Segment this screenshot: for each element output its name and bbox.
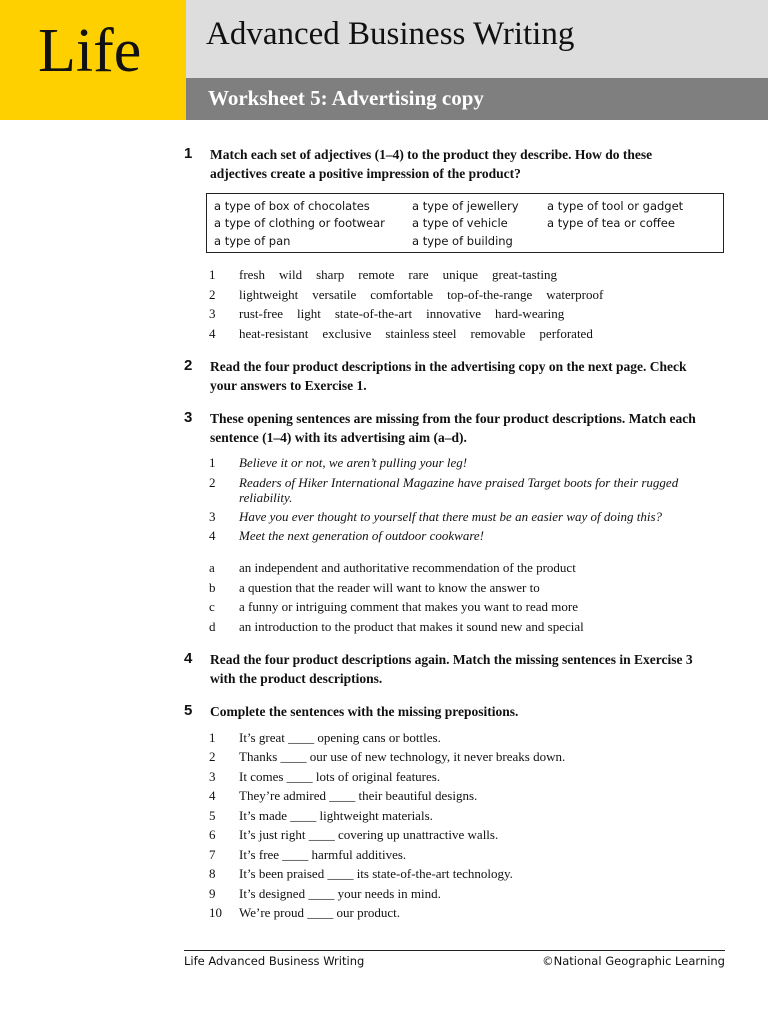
item-letter: a: [209, 560, 215, 575]
item-letter: d: [209, 619, 216, 634]
title-band: [186, 0, 768, 78]
adjective: fresh: [239, 267, 265, 282]
gap-fill-sentence: It’s made ____ lightweight materials.: [239, 808, 433, 823]
product-type: a type of pan: [214, 234, 291, 248]
opening-sentence: Have you ever thought to yourself that there must be an easier way of doing this?: [239, 509, 663, 524]
exercise-4-number: 4: [184, 650, 193, 667]
item-number: 5: [209, 808, 216, 823]
adjective-row: [239, 287, 617, 303]
adjective: hard-wearing: [495, 306, 565, 321]
adjective: innovative: [426, 306, 481, 321]
item-number: 4: [209, 528, 216, 543]
item-number: 4: [209, 326, 216, 341]
exercise-2-instruction: Read the four product descriptions in the advertising copy on the next page. Check your answers to Exercise 1.: [210, 359, 687, 393]
adjective: lightweight: [239, 287, 299, 302]
adjective: waterproof: [546, 287, 604, 302]
item-number: 3: [209, 769, 216, 784]
gap-fill-sentence: It’s designed ____ your needs in mind.: [239, 886, 441, 901]
adjective: top-of-the-range: [447, 287, 533, 302]
item-number: 10: [209, 905, 222, 920]
item-number: 2: [209, 749, 216, 764]
adjective-row: [239, 267, 571, 283]
advertising-aim: an introduction to the product that makes it sound new and special: [239, 619, 584, 634]
worksheet-title: Worksheet 5: Advertising copy: [208, 86, 484, 110]
product-type: a type of tea or coffee: [547, 216, 675, 230]
gap-fill-sentence: It’s just right ____ covering up unattractive walls.: [239, 827, 499, 842]
exercise-1-number: 1: [184, 145, 193, 162]
advertising-aim: a funny or intriguing comment that makes you want to read more: [239, 599, 578, 614]
footer-divider: [184, 950, 725, 951]
opening-sentence: Meet the next generation of outdoor cookware!: [239, 528, 485, 543]
adjective: stainless steel: [385, 326, 457, 341]
item-number: 1: [209, 455, 216, 470]
opening-sentence: Readers of Hiker International Magazine have praised Target boots for their rugged reliability.: [239, 475, 679, 505]
product-type: a type of tool or gadget: [547, 199, 684, 213]
adjective: heat-resistant: [239, 326, 309, 341]
gap-fill-sentence: They’re admired ____ their beautiful designs.: [239, 788, 478, 803]
exercise-3-instruction: These opening sentences are missing from the four product descriptions. Match each sentence (1–4) with its advertising aim (a–d).: [210, 411, 696, 445]
adjective: unique: [442, 267, 478, 282]
logo-text: Life: [38, 17, 142, 85]
product-type: a type of clothing or footwear: [214, 216, 385, 230]
adjective: exclusive: [322, 326, 372, 341]
item-number: 1: [209, 267, 216, 282]
gap-fill-sentence: It’s free ____ harmful additives.: [239, 847, 407, 862]
subtitle-band: [186, 78, 768, 120]
adjective: removable: [470, 326, 526, 341]
advertising-aim: a question that the reader will want to know the answer to: [239, 580, 540, 595]
item-number: 6: [209, 827, 216, 842]
item-number: 9: [209, 886, 216, 901]
item-number: 2: [209, 475, 216, 490]
exercise-1-instruction: Match each set of adjectives (1–4) to the product they describe. How do these adjectives create a positive impression of the product?: [210, 147, 653, 181]
page-title: Advanced Business Writing: [206, 16, 575, 52]
adjective: rust-free: [239, 306, 284, 321]
item-number: 8: [209, 866, 216, 881]
product-types-box: [206, 193, 724, 253]
adjective: state-of-the-art: [334, 306, 413, 321]
adjective: light: [297, 306, 321, 321]
product-type: a type of building: [412, 234, 513, 248]
exercise-4-instruction: Read the four product descriptions again. Match the missing sentences in Exercise 3 with the product descriptions.: [210, 652, 693, 686]
item-number: 3: [209, 306, 216, 321]
gap-fill-sentence: It’s great ____ opening cans or bottles.: [239, 730, 441, 745]
gap-fill-sentence: Thanks ____ our use of new technology, it never breaks down.: [239, 749, 566, 764]
product-type: a type of vehicle: [412, 216, 508, 230]
product-type: a type of box of chocolates: [214, 199, 370, 213]
adjective: remote: [358, 267, 395, 282]
adjective: great-tasting: [491, 267, 557, 282]
gap-fill-sentence: It comes ____ lots of original features.: [239, 769, 441, 784]
exercise-5-number: 5: [184, 702, 193, 719]
footer-copyright: ©National Geographic Learning: [542, 954, 725, 968]
adjective-row: [239, 326, 607, 342]
exercise-5-instruction: Complete the sentences with the missing prepositions.: [210, 704, 519, 719]
item-number: 1: [209, 730, 216, 745]
brand-logo: [0, 0, 186, 120]
advertising-aim: an independent and authoritative recommendation of the product: [239, 560, 576, 575]
item-number: 7: [209, 847, 216, 862]
exercise-2-number: 2: [184, 357, 193, 374]
gap-fill-sentence: We’re proud ____ our product.: [239, 905, 401, 920]
item-number: 4: [209, 788, 216, 803]
item-letter: b: [209, 580, 216, 595]
product-type: a type of jewellery: [412, 199, 519, 213]
adjective: perforated: [539, 326, 593, 341]
item-number: 2: [209, 287, 216, 302]
footer-title: Life Advanced Business Writing: [184, 954, 365, 968]
adjective: versatile: [312, 287, 357, 302]
adjective: wild: [279, 267, 303, 282]
adjective: rare: [408, 267, 429, 282]
item-letter: c: [209, 599, 215, 614]
item-number: 3: [209, 509, 216, 524]
adjective: comfortable: [370, 287, 434, 302]
adjective: sharp: [316, 267, 345, 282]
adjective-row: [239, 306, 578, 322]
gap-fill-sentence: It’s been praised ____ its state-of-the-art technology.: [239, 866, 513, 881]
opening-sentence: Believe it or not, we aren’t pulling your leg!: [239, 455, 468, 470]
exercise-3-number: 3: [184, 409, 193, 426]
